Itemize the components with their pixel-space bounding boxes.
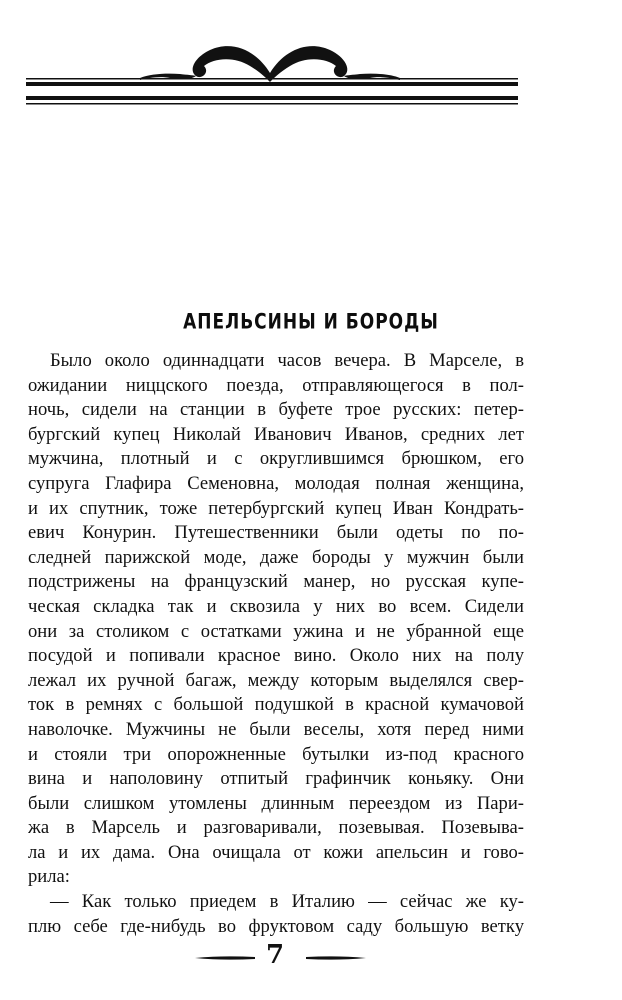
header-rule-low bbox=[26, 96, 518, 100]
text-line: ток в ремнях с большой подушкой в красной кумачовой bbox=[28, 694, 524, 716]
page-footer bbox=[0, 938, 622, 978]
text-line: посудой и попивали красное вино. Около них на полу bbox=[28, 645, 524, 667]
text-line: подстрижены на французский манер, но русская купе- bbox=[28, 571, 524, 593]
text-line: ла и их дама. Она очищала от кожи апельсин и гово- bbox=[28, 841, 524, 863]
text-line: ческая складка так и сквозила у них во всем. Сидели bbox=[28, 595, 524, 617]
text-line: плю себе где-нибудь во фруктовом саду большую ветку bbox=[28, 915, 524, 937]
text-line: рила: bbox=[28, 866, 70, 888]
text-line: наволочке. Мужчины не были веселы, хотя перед ними bbox=[28, 718, 524, 740]
text-line: были слишком утомлены длинным переездом из Пари- bbox=[28, 792, 524, 814]
text-line: ожидании ниццского поезда, отправляющегося в пол- bbox=[28, 374, 524, 396]
header-ornament bbox=[20, 28, 520, 118]
text-line: лежал их ручной багаж, между которым выделялся свер- bbox=[28, 669, 524, 691]
text-line: Было около одиннадцати часов вечера. В Марселе, в bbox=[50, 350, 524, 371]
page-number: 7 bbox=[265, 940, 285, 970]
header-rule-bottom bbox=[26, 103, 518, 105]
text-line: супруга Глафира Семеновна, молодая полная женщина, bbox=[28, 472, 524, 494]
header-rule-top bbox=[26, 78, 518, 80]
text-line: следней парижской моде, даже бороды у мужчин были bbox=[28, 546, 524, 568]
text-line: — Как только приедем в Италию — сейчас же ку- bbox=[50, 891, 524, 913]
chapter-title: АПЕЛЬСИНЫ И БОРОДЫ bbox=[183, 309, 439, 335]
text-line: они за столиком с остатками ужина и не убранной еще bbox=[28, 620, 524, 642]
text-line: и стояли три опорожненные бутылки из-под красного bbox=[28, 743, 524, 765]
text-line: жа в Марсель и разговаривали, позевывая. Позевыва- bbox=[28, 817, 524, 839]
text-line: и их спутник, тоже петербургский купец Иван Кондрать- bbox=[28, 497, 524, 519]
header-rule-mid bbox=[26, 82, 518, 86]
footer-rule-left bbox=[195, 956, 255, 959]
chapter-body bbox=[28, 349, 524, 939]
swash-ornament-icon bbox=[140, 46, 400, 82]
text-line: мужчина, плотный и с округлившимся брюшком, его bbox=[28, 448, 524, 470]
text-line: вина и наполовину отпитый графинчик коньяку. Они bbox=[28, 768, 524, 790]
footer-rule-right bbox=[306, 956, 366, 959]
text-line: бургский купец Николай Иванович Иванов, средних лет bbox=[28, 423, 524, 445]
text-line: евич Конурин. Путешественники были одеты по по- bbox=[28, 522, 524, 544]
text-line: ночь, сидели на станции в буфете трое русских: петер- bbox=[28, 399, 524, 421]
footer-rules bbox=[0, 938, 622, 978]
